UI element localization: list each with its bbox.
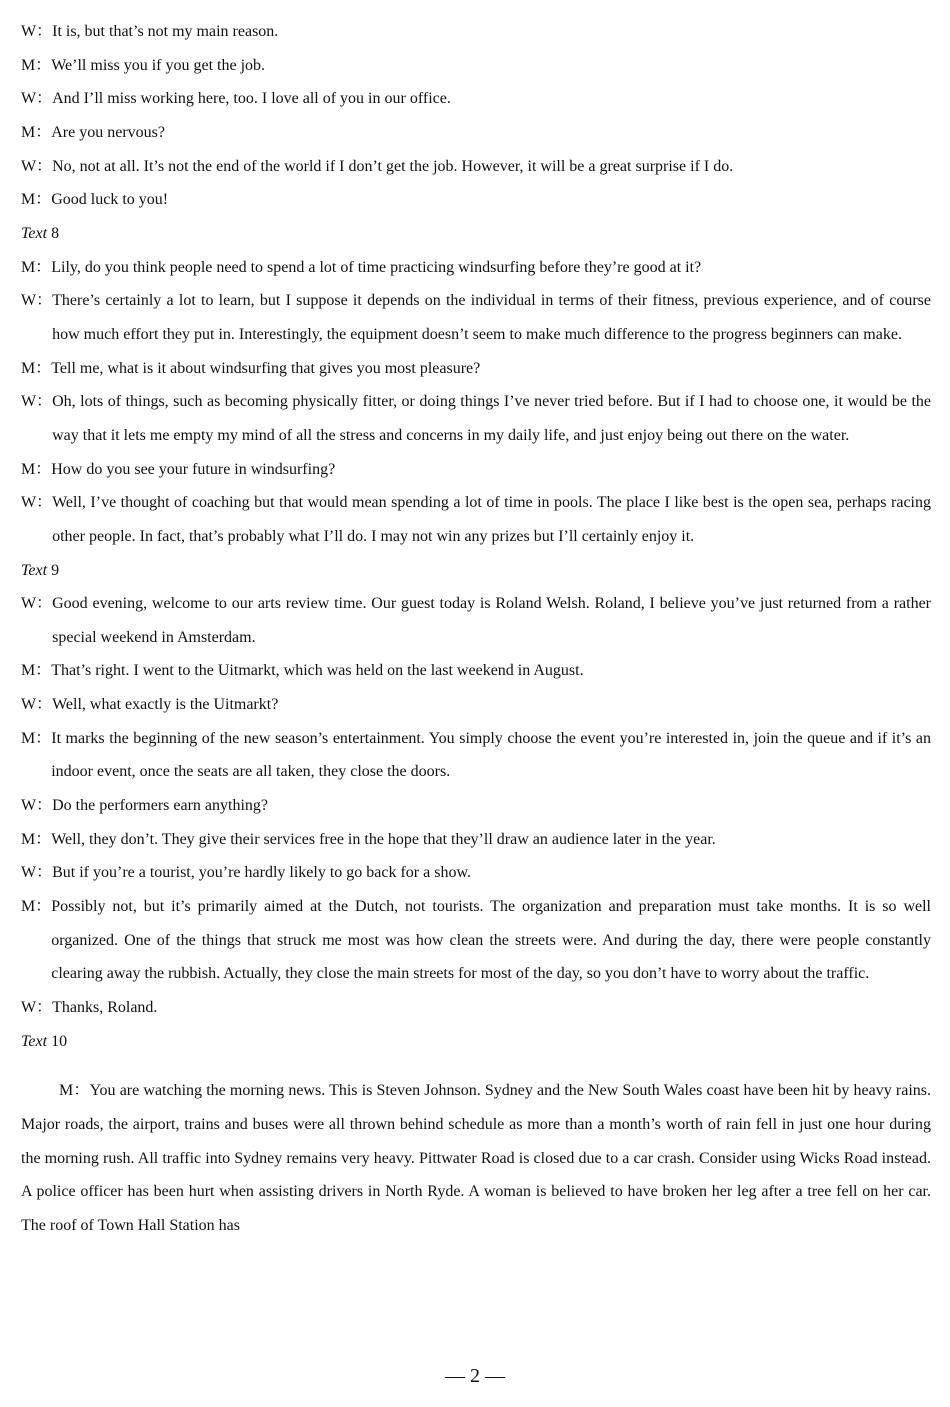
utterance: How do you see your future in windsurfing? [51,460,336,478]
dialogue-line [21,789,931,823]
utterance: We’ll miss you if you get the job. [51,56,266,74]
dialogue-line [21,486,931,553]
utterance: That’s right. I went to the Uitmarkt, which was held on the last weekend in August. [51,662,584,680]
dialogue-line [21,82,931,116]
speaker-label: W： [21,999,53,1017]
dialogue-line [21,352,931,386]
heading-label: Text [21,561,48,579]
dialogue-line [21,183,931,217]
utterance: Tell me, what is it about windsurfing that gives you most pleasure? [51,359,481,377]
transcript-body [21,15,931,1259]
dialogue-line [21,890,931,991]
speaker-label: M： [21,662,52,680]
utterance: Well, they don’t. They give their services free in the hope that they’ll draw an audience later in the year. [51,830,716,848]
page-number: — 2 — [445,1365,505,1387]
utterance: But if you’re a tourist, you’re hardly likely to go back for a show. [52,864,471,882]
utterance: It is, but that’s not my main reason. [52,23,279,40]
speaker-label: M： [21,729,52,747]
utterance: Good luck to you! [51,191,169,209]
speaker-label: W： [21,90,53,108]
dialogue-line [21,385,931,452]
speaker-label: W： [21,23,53,40]
dialogue-line [21,722,931,789]
speaker-label: W： [21,595,53,613]
heading-label: Text [21,1032,48,1050]
utterance: Lily, do you think people need to spend a lot of time practicing windsurfing before they’re good at it? [51,258,702,276]
speaker-label: M： [21,191,52,209]
heading-label: Text [21,224,48,242]
speaker-label: M： [21,898,52,916]
dialogue-line [21,991,931,1025]
dialogue-line [21,150,931,184]
heading-number: 10 [51,1032,68,1050]
speaker-label: W： [21,393,53,411]
dialogue-line [21,823,931,857]
heading-number: 8 [51,224,60,242]
dialogue-line [21,251,931,285]
speaker-label: M： [21,123,52,141]
dialogue-line [21,49,931,83]
utterance: Are you nervous? [51,123,165,141]
dialogue-line [21,587,931,654]
utterance: No, not at all. It’s not the end of the world if I don’t get the job. However, it will be a great surprise if I do. [52,157,734,175]
speaker-label: M： [21,359,52,377]
utterance: Do the performers earn anything? [52,797,269,815]
news-paragraph: M：You are watching the morning news. This is Steven Johnson. Sydney and the New South Wales coast have been hit by heavy rains. Major roads, the airport, trains and buses were all thrown behind schedule as more than a month’s worth of rain fell in just one hour during the morning rush. All traffic into Sydney remains very heavy. Pittwater Road is closed due to a car crash. Consider using Wicks Road instead. A police officer has been hurt when assisting drivers in North Ryde. A woman is believed to have broken her leg after a tree fell on her car. The roof of Town Hall Station has [21,1082,931,1234]
speaker-label: W： [21,864,53,882]
section-heading-text10 [21,1025,931,1059]
utterance: It marks the beginning of the new season’s entertainment. You simply choose the event you’re interested in, join the queue and if it’s an indoor event, once the seats are all taken, they close the doors. [51,729,931,781]
heading-number: 9 [51,561,60,579]
dialogue-line [21,856,931,890]
speaker-label: W： [21,797,53,815]
speaker-label: W： [21,157,53,175]
utterance: Well, what exactly is the Uitmarkt? [52,696,279,714]
utterance: Good evening, welcome to our arts review time. Our guest today is Roland Welsh. Roland, I believe you’ve just returned from a rather special weekend in Amsterdam. [52,595,931,646]
dialogue-line [21,284,931,351]
text7-dialogue [21,15,931,217]
speaker-label: W： [21,696,53,714]
dialogue-line [21,453,931,487]
text8-dialogue [21,251,931,554]
utterance: Oh, lots of things, such as becoming physically fitter, or doing things I’ve never tried before. But if I had to choose one, it would be the way that it lets me empty my mind of all the stress and concerns in my daily life, and just enjoy being out there on the water. [52,393,931,444]
speaker-label: M： [21,460,52,478]
utterance: Possibly not, but it’s primarily aimed at the Dutch, not tourists. The organization and preparation must take months. It is so well organized. One of the things that struck me most was how clean the streets were. And during the day, there were people constantly clearing away the rubbish. Actually, they close the main streets for most of the day, so you don’t have to worry about the traffic. [51,898,931,983]
speaker-label: M： [21,56,52,74]
section-heading-text8 [21,217,931,251]
speaker-label: M： [21,258,52,276]
section-heading-text9 [21,554,931,588]
speaker-label: W： [21,494,53,512]
speaker-label: M： [21,830,52,848]
dialogue-line [21,688,931,722]
utterance: Well, I’ve thought of coaching but that would mean spending a lot of time in pools. The place I like best is the open sea, perhaps racing other people. In fact, that’s probably what I’ll do. I may not win any prizes but I’ll certainly enjoy it. [52,494,931,545]
utterance: And I’ll miss working here, too. I love all of you in our office. [52,90,451,108]
utterance: There’s certainly a lot to learn, but I suppose it depends on the individual in terms of their fitness, previous experience, and of course how much effort they put in. Interestingly, the equipment doesn’t seem to make much difference to the progress beginners can make. [52,292,931,343]
dialogue-line [21,654,931,688]
dialogue-line [21,116,931,150]
speaker-label: W： [21,292,53,310]
utterance: Thanks, Roland. [52,999,158,1017]
text9-dialogue [21,587,931,1025]
dialogue-line [21,15,931,49]
